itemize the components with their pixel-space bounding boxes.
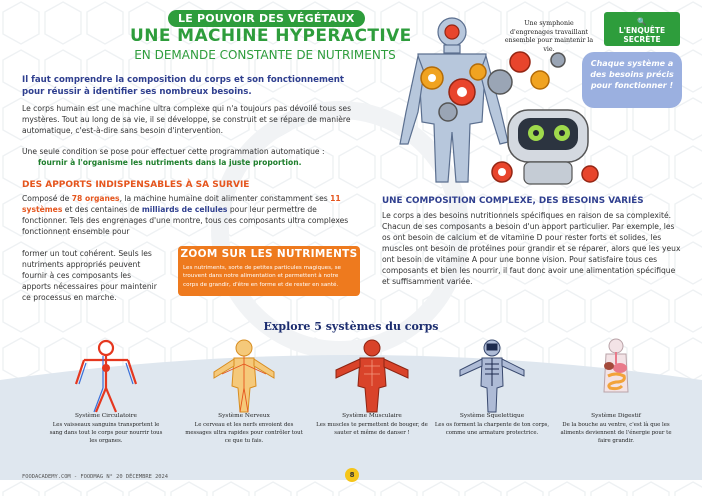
apports-heading: DES APPORTS INDISPENSABLES À SA SURVIE — [22, 180, 250, 190]
page-number: 8 — [345, 468, 359, 482]
section-kicker: LE POUVOIR DES VÉGÉTAUX — [168, 10, 365, 27]
enquete-badge-line2: SECRÈTE — [623, 35, 661, 44]
enquete-badge — [604, 12, 680, 46]
system-card-circulatory — [46, 336, 166, 444]
apports-text-3: et des centaines de — [62, 205, 142, 214]
zoom-title: ZOOM SUR LES NUTRIMENTS — [180, 248, 358, 260]
system-card-skeletal — [432, 336, 552, 436]
nervous-figure-icon — [184, 336, 304, 414]
systems-title: Explore 5 systèmes du corps — [263, 320, 439, 333]
footer-credit: FOODACADEMY.COM - FOODMAG N° 20 DÉCEMBRE 2024 — [22, 474, 169, 480]
apports-highlight-organes: 78 organes — [71, 194, 120, 203]
muscular-figure-icon — [312, 336, 432, 414]
system-card-nervous — [184, 336, 304, 444]
system-name: Système Digestif — [591, 413, 641, 419]
system-description: Les muscles te permettent de bouger, de sauter et même de danser ! — [316, 422, 428, 436]
system-name: Système Circulatoire — [75, 413, 137, 419]
composition-heading: UNE COMPOSITION COMPLEXE, DES BESOINS VARIÉS — [382, 196, 644, 206]
zoom-box — [178, 246, 360, 296]
apports-text-4: pour leur permettre de fonctionner. Tels des engrenages d'une montre, tous ces composants ultra complexes fonctionnent ensemble pour — [22, 205, 349, 236]
apports-text-1: Composé de — [22, 194, 72, 203]
magnifier-icon: 🔍 — [637, 17, 647, 26]
enquete-badge-line1: L'ENQUÊTE — [618, 26, 666, 35]
intro-paragraph: Le corps humain est une machine ultra complexe qui n'a toujours pas dévoilé tous ses mystères. Tout au long de sa vie, il se développe, se construit et se répare de manière automatique, c'est-à-dire sans besoin d'intervention. — [22, 104, 352, 135]
skeletal-figure-icon — [432, 336, 552, 414]
illustration-caption: Une symphonie d'engrenages travaillant ensemble pour maintenir la vie. — [504, 20, 594, 53]
system-description: Les vaisseaux sanguins transportent le sang dans tout le corps pour nourrir tous les organes. — [49, 422, 163, 444]
digestive-figure-icon — [556, 336, 676, 414]
intro-condition-text: Une seule condition se pose pour effectuer cette programmation automatique : — [22, 147, 325, 156]
apports-paragraph — [22, 193, 362, 237]
system-name: Système Nerveux — [218, 413, 270, 419]
page-subtitle: EN DEMANDE CONSTANTE DE NUTRIMENTS — [134, 48, 396, 62]
circulatory-figure-icon — [46, 336, 166, 414]
system-name: Système Musculaire — [342, 413, 402, 419]
system-card-digestive — [556, 336, 676, 444]
system-card-muscular — [312, 336, 432, 436]
robot-mascot — [492, 110, 598, 184]
zoom-text: Les nutriments, sorte de petites particules magiques, se trouvent dans notre alimentation et permettent à notre corps de grandir, d'être en forme et de rester en santé. — [183, 265, 341, 288]
apports-highlight-systemes: 11 systèmes — [22, 194, 341, 214]
intro-lead: Il faut comprendre la composition du corps et son fonctionnement pour réussir à identifier ses nombreux besoins. — [22, 75, 344, 97]
intro-condition-strong: fournir à l'organisme les nutriments dans la juste proportion. — [38, 158, 302, 167]
speech-bubble: Chaque système a des besoins précis pour fonctionner ! — [582, 52, 682, 108]
system-name: Système Squelettique — [459, 413, 525, 419]
apports-text-2: , la machine humaine doit alimenter constamment ses — [119, 194, 331, 203]
page-title: UNE MACHINE HYPERACTIVE — [130, 26, 412, 46]
intro-condition — [22, 146, 352, 168]
apports-highlight-cellules: milliards de cellules — [141, 205, 228, 214]
system-description: Le cerveau et les nerfs envoient des messages ultra rapides pour contrôler tout ce que tu fais. — [185, 422, 303, 444]
apports-paragraph-continued: former un tout cohérent. Seuls les nutriments appropriés peuvent fournir à ces composants les apports nécessaires pour maintenir ce processus en marche. — [22, 249, 157, 302]
system-description: De la bouche au ventre, c'est là que les aliments deviennent de l'énergie pour te faire grandir. — [560, 422, 672, 444]
system-description: Les os forment la charpente de ton corps, comme une armature protectrice. — [434, 422, 550, 436]
composition-paragraph: Le corps a des besoins nutritionnels spécifiques en raison de sa complexité. Chacun de ses composants a besoin d'un apport particulier. Par exemple, les os ont besoin de calcium et de vitamine D pour rester forts et solides, les muscles ont besoin de protéines pour grandir et se réparer, alors que les yeux ont besoin de vitamine A pour une bonne vision. Pour satisfaire tous ces composants et bien les nourrir, il faut donc avoir une alimentation spécifique et suffisamment variée. — [382, 211, 681, 286]
